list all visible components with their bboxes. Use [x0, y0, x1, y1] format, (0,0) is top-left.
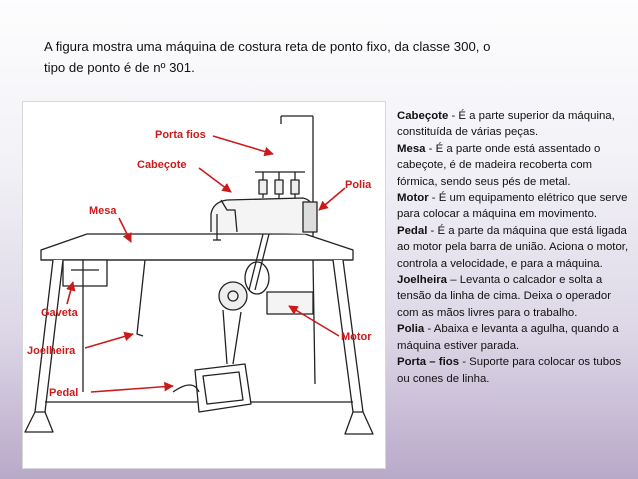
label-motor: Motor [341, 331, 372, 343]
label-gaveta: Gaveta [41, 307, 78, 319]
description-item [397, 190, 633, 223]
label-polia: Polia [345, 179, 372, 191]
description-separator: – [447, 274, 460, 287]
table-top [41, 234, 353, 260]
motor-wheel [219, 282, 247, 310]
motor-body [267, 292, 313, 314]
description-item [397, 272, 633, 321]
description-item [397, 223, 633, 272]
description-separator: - [427, 224, 438, 237]
intro-line-2: tipo de ponto é de nº 301. [44, 60, 195, 75]
drawer-shape [63, 260, 107, 286]
description-text: É a parte da máquina que está ligada ao motor pela barra de união. Aciona o motor, controla a velocidade, e para a máquina. [397, 224, 629, 270]
description-separator: - [448, 110, 459, 122]
machine-head [211, 198, 313, 234]
description-term: Polia [397, 323, 425, 336]
description-term: Mesa [397, 142, 426, 155]
description-term: Joelheira [397, 274, 448, 287]
description-term: Cabeçote [397, 110, 449, 122]
description-text: É a parte superior da máquina, constituída de várias peças. [397, 110, 615, 139]
description-text: É a parte onde está assentado o cabeçote, é de madeira recoberta com fórmica, sendo seus pés de metal. [397, 142, 601, 188]
pulley-wheel [303, 202, 317, 232]
description-text: Levanta o calcador e solta a tensão da linha de cima. Deixa o operador com as mãos livres para o trabalho. [397, 274, 612, 319]
label-mesa: Mesa [89, 205, 117, 217]
description-item [397, 141, 633, 190]
description-separator: - [459, 356, 470, 369]
description-term: Pedal [397, 224, 428, 237]
intro-text [44, 36, 564, 78]
description-text: Suporte para colocar os tubos ou cones de linha. [397, 356, 622, 385]
intro-line-1: A figura mostra uma máquina de costura reta de ponto fixo, da classe 300, o [44, 39, 491, 54]
label-cabecote: Cabeçote [137, 159, 187, 171]
pedal-shape [195, 364, 251, 412]
description-separator: - [424, 323, 434, 336]
description-text: É um equipamento elétrico que serve para colocar a máquina em movimento. [397, 192, 628, 221]
description-item [397, 321, 633, 354]
description-separator: - [428, 192, 439, 205]
label-porta-fios: Porta fios [155, 129, 206, 141]
sewing-machine-figure [22, 101, 386, 469]
label-joelheira: Joelheira [27, 345, 76, 357]
description-term: Motor [397, 192, 429, 205]
description-item [397, 108, 633, 141]
parts-description-list [397, 108, 633, 387]
description-item [397, 354, 633, 387]
sewing-machine-drawing [23, 102, 385, 468]
description-text: Abaixa e levanta a agulha, quando a máquina estiver parada. [397, 323, 619, 352]
description-term: Porta – fios [397, 356, 460, 369]
description-separator: - [425, 142, 436, 155]
label-pedal: Pedal [49, 387, 79, 399]
